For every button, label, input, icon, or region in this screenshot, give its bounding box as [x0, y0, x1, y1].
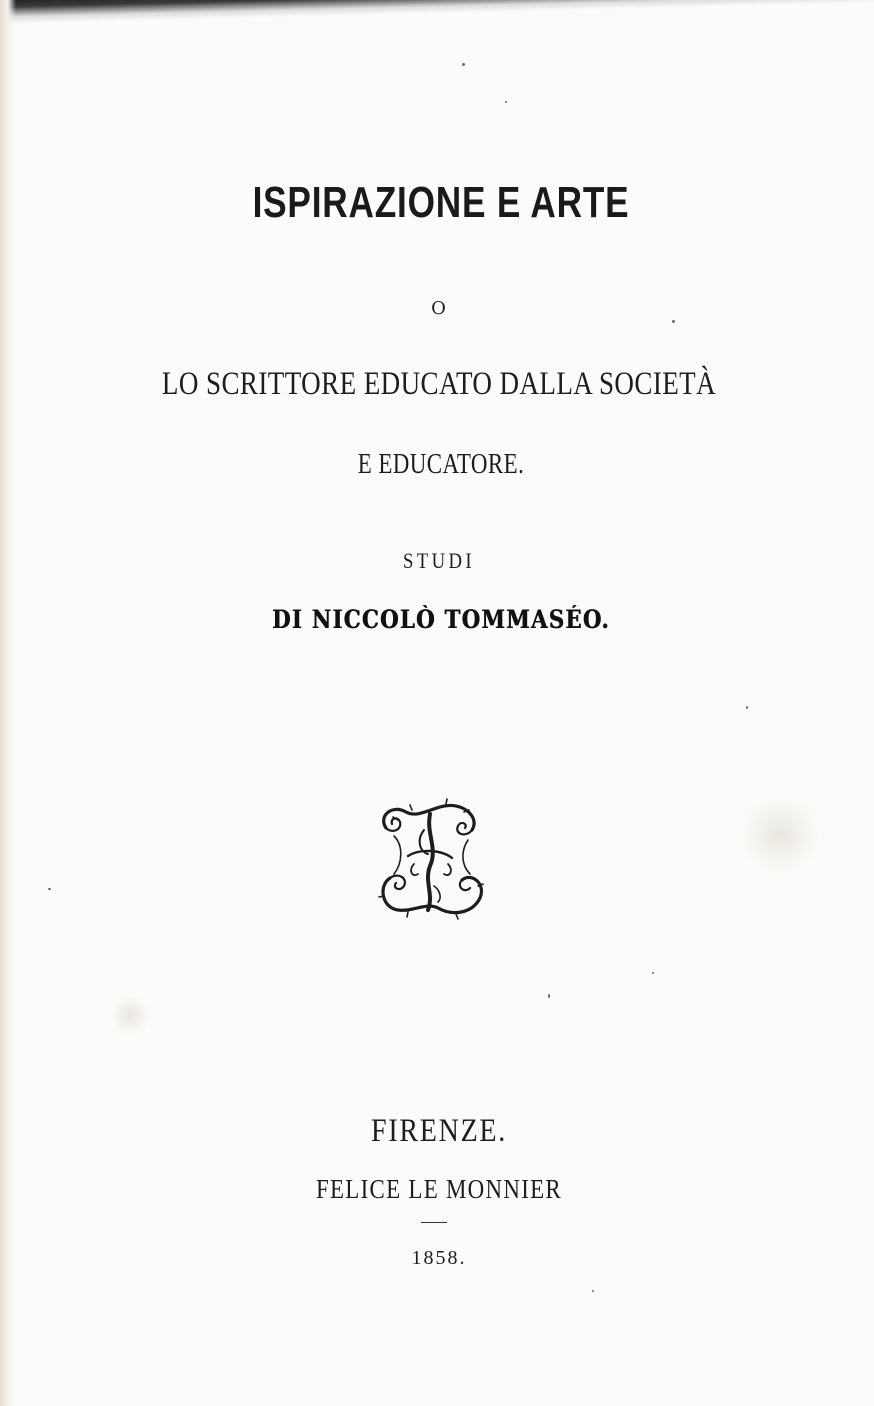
subtitle-line-2: E EDUCATORE.: [357, 449, 525, 480]
paper-speck: [548, 994, 550, 998]
imprint-divider: [421, 1222, 447, 1223]
paper-smudge: [735, 800, 825, 870]
title-conjunction: O: [431, 298, 447, 319]
paper-speck: [592, 1290, 594, 1292]
scan-left-edge: [0, 0, 16, 1406]
imprint-city: FIRENZE.: [371, 1113, 507, 1149]
subtitle-line-1: LO SCRITTORE EDUCATO DALLA SOCIETÀ: [161, 366, 717, 402]
paper-speck: [505, 101, 507, 103]
paper-smudge: [110, 995, 150, 1035]
paper-speck: [652, 972, 654, 974]
paper-speck: [48, 888, 51, 890]
paper-speck: [462, 63, 465, 66]
imprint-publisher: FELICE LE MONNIER: [315, 1174, 563, 1204]
publisher-monogram-icon: [368, 790, 498, 930]
scan-top-edge: [0, 0, 874, 34]
paper-speck: [746, 706, 748, 709]
book-title: ISPIRAZIONE E ARTE: [252, 178, 630, 227]
author-line: DI NICCOLÒ TOMMASÉO.: [272, 605, 610, 634]
genre-label: STUDI: [402, 548, 476, 573]
imprint-year: 1858.: [411, 1247, 467, 1269]
paper-speck: [672, 320, 675, 323]
